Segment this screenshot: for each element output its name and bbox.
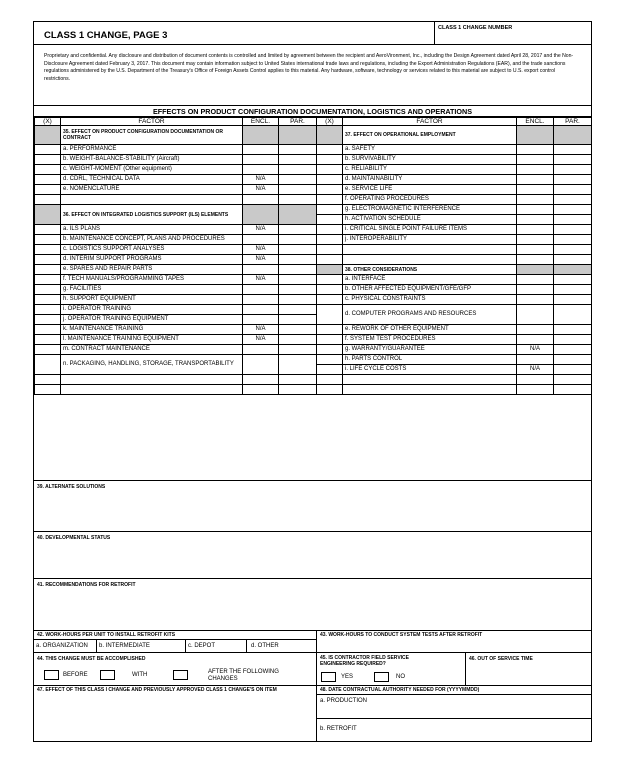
table-row [35, 255, 592, 265]
encl-field[interactable] [517, 195, 554, 205]
factor-label: d. INTERIM SUPPORT PROGRAMS [61, 255, 243, 265]
x-checkbox[interactable] [317, 155, 343, 165]
intermediate-field[interactable] [96, 640, 185, 653]
factor-label: n. PACKAGING, HANDLING, STORAGE, TRANSPORTABILITY [61, 355, 243, 375]
par-field[interactable] [279, 275, 317, 285]
factor-label: f. TECH MANUALS/PROGRAMMING TAPES [61, 275, 243, 285]
other-label: d. OTHER [251, 643, 279, 649]
factor-label: d. MAINTAINABILITY [343, 175, 517, 185]
system-test-hours-field[interactable] [316, 631, 591, 652]
factor-label: g. ELECTROMAGNETIC INTERFERENCE [343, 205, 517, 215]
table-row [35, 175, 592, 185]
par-field[interactable] [554, 205, 592, 215]
x-checkbox[interactable] [317, 295, 343, 305]
form-title: CLASS 1 CHANGE, PAGE 3 [44, 30, 168, 41]
block-47-label: 47. EFFECT OF THIS CLASS I CHANGE AND PREVIOUSLY APPROVED CLASS 1 CHANGE'S ON ITEM [37, 687, 277, 693]
par-field[interactable] [279, 165, 317, 175]
factor-label: b. MAINTENANCE CONCEPT, PLANS AND PROCEDURES [61, 235, 243, 245]
na-value: N/A [243, 175, 279, 185]
par-field[interactable] [554, 355, 592, 365]
par-field[interactable] [279, 155, 317, 165]
par-field[interactable] [279, 255, 317, 265]
out-of-service-field[interactable] [465, 653, 591, 685]
x-checkbox[interactable] [35, 345, 61, 355]
encl-field[interactable] [243, 265, 279, 275]
factor-label: i. OPERATOR TRAINING [61, 305, 243, 315]
table-row [35, 126, 592, 145]
other-field[interactable] [246, 640, 316, 653]
section-37-heading: 37. EFFECT ON OPERATIONAL EMPLOYMENT [345, 132, 456, 138]
x-checkbox[interactable] [317, 365, 343, 375]
depot-field[interactable] [185, 640, 246, 653]
retrofit-recommendations-field[interactable] [34, 579, 591, 631]
with-checkbox[interactable] [100, 670, 115, 680]
factor-label: j. OPERATOR TRAINING EQUIPMENT [61, 315, 243, 325]
factor-label: j. INTEROPERABILITY [343, 235, 517, 245]
encl-field[interactable] [517, 205, 554, 215]
par-field[interactable] [279, 245, 317, 255]
factor-label: i. LIFE CYCLE COSTS [343, 365, 517, 375]
x-checkbox[interactable] [317, 225, 343, 235]
table-row [35, 345, 592, 355]
factor-label: f. SYSTEM TEST PROCEDURES [343, 335, 517, 345]
factor-label: c. WEIGHT-MOMENT (Other equipment) [61, 165, 243, 175]
x-checkbox[interactable] [317, 185, 343, 195]
x-checkbox[interactable] [317, 325, 343, 335]
accomplish-row [34, 653, 591, 686]
change-number-label: CLASS 1 CHANGE NUMBER [438, 25, 513, 31]
na-value: N/A [243, 335, 279, 345]
table-row [35, 325, 592, 335]
retrofit-date-field[interactable] [317, 718, 591, 740]
factor-label: b. SURVIVABILITY [343, 155, 517, 165]
par-field[interactable] [554, 285, 592, 295]
par-field[interactable] [554, 235, 592, 245]
factor-label: h. PARTS CONTROL [343, 355, 517, 365]
encl-field[interactable] [243, 235, 279, 245]
na-value: N/A [517, 365, 554, 375]
factor-label: g. WARRANTY/GUARANTEE [343, 345, 517, 355]
par-field[interactable] [279, 285, 317, 295]
effects-title: EFFECTS ON PRODUCT CONFIGURATION DOCUMENTATION, LOGISTICS AND OPERATIONS [152, 107, 473, 116]
table-row [35, 155, 592, 165]
col-factor-right: FACTOR [343, 118, 517, 126]
table-row [35, 375, 592, 385]
table-row [35, 245, 592, 255]
x-checkbox[interactable] [35, 145, 61, 155]
na-value: N/A [243, 225, 279, 235]
par-field[interactable] [279, 145, 317, 155]
effects-title-row [34, 106, 591, 117]
x-checkbox[interactable] [35, 225, 61, 235]
x-checkbox[interactable] [317, 355, 343, 365]
x-checkbox[interactable] [35, 335, 61, 345]
work-hours-kits [34, 639, 316, 653]
table-row [35, 225, 592, 235]
section-35-heading: 35. EFFECT ON PRODUCT CONFIGURATION DOCUMENTATION OR CONTRACT [63, 129, 223, 141]
x-checkbox[interactable] [35, 275, 61, 285]
block-39-label: 39. ALTERNATE SOLUTIONS [37, 484, 106, 490]
par-field[interactable] [279, 325, 317, 335]
yes-label: YES [341, 674, 354, 680]
par-field[interactable] [279, 345, 317, 355]
par-field[interactable] [554, 345, 592, 355]
encl-field[interactable] [517, 155, 554, 165]
col-x-left: (X) [35, 118, 61, 126]
par-field[interactable] [554, 215, 592, 225]
par-field[interactable] [279, 295, 317, 305]
factor-label: e. REWORK OF OTHER EQUIPMENT [343, 325, 517, 335]
x-checkbox[interactable] [317, 175, 343, 185]
x-checkbox[interactable] [35, 175, 61, 185]
par-field[interactable] [279, 225, 317, 235]
table-row [35, 205, 592, 215]
table-header [35, 118, 592, 126]
alternate-solutions-field[interactable] [34, 480, 591, 532]
encl-field[interactable] [517, 275, 554, 285]
par-field[interactable] [554, 305, 592, 325]
x-checkbox[interactable] [35, 285, 61, 295]
block-40-label: 40. DEVELOPMENTAL STATUS [37, 535, 111, 541]
encl-field[interactable] [243, 285, 279, 295]
factor-label: d. COMPUTER PROGRAMS AND RESOURCES [343, 305, 517, 325]
par-field[interactable] [279, 305, 317, 315]
x-checkbox[interactable] [35, 235, 61, 245]
organization-field[interactable] [34, 640, 96, 653]
x-checkbox[interactable] [35, 295, 61, 305]
field-service-field [316, 653, 465, 685]
factor-label: c. LOGISTICS SUPPORT ANALYSES [61, 245, 243, 255]
encl-field[interactable] [243, 165, 279, 175]
before-checkbox[interactable] [44, 670, 59, 680]
col-encl-left: ENCL. [243, 118, 279, 126]
block-43-label: 43. WORK-HOURS TO CONDUCT SYSTEM TESTS AFTER RETROFIT [320, 632, 483, 638]
par-field[interactable] [554, 295, 592, 305]
par-field[interactable] [554, 175, 592, 185]
x-checkbox[interactable] [317, 305, 343, 325]
section-38-heading: 38. OTHER CONSIDERATIONS [345, 266, 418, 273]
factor-label: h. ACTIVATION SCHEDULE [343, 215, 517, 225]
par-field[interactable] [554, 325, 592, 335]
retrofit-label: b. RETROFIT [320, 726, 357, 732]
factor-label: a. ILS PLANS [61, 225, 243, 235]
encl-field[interactable] [517, 295, 554, 305]
x-checkbox[interactable] [317, 205, 343, 215]
factor-label: c. RELIABILITY [343, 165, 517, 175]
na-value: N/A [243, 245, 279, 255]
par-field[interactable] [279, 355, 317, 375]
encl-field[interactable] [517, 175, 554, 185]
x-checkbox[interactable] [317, 195, 343, 205]
encl-field[interactable] [243, 355, 279, 375]
par-field[interactable] [554, 145, 592, 155]
encl-field[interactable] [517, 235, 554, 245]
factor-label: k. MAINTENANCE TRAINING [61, 325, 243, 335]
par-field[interactable] [279, 265, 317, 275]
par-field[interactable] [279, 235, 317, 245]
col-par-left: PAR. [279, 118, 317, 126]
x-checkbox[interactable] [317, 235, 343, 245]
disclaimer-text: Proprietary and confidential. Any disclosure and distribution of document contents is controlled and limited by agreement between the recipient and AeroVironment, Inc., including the Design Agreement dated April 28, 2017 and the Non-Disclosure Agreement dated February 3, 2017. This document may contain information subject to United States international trade laws and regulations, including the Export Administration Regulations (EAR), and the trade sanctions regulations administered by the U.S. Department of the Treasury's Office of Foreign Assets Control applies to this material. Any hardware, software, technology or services related to this material are subject to U.S. export control restrictions. [44, 53, 574, 82]
par-field[interactable] [279, 315, 317, 325]
effects-table [34, 117, 592, 395]
na-value: N/A [517, 345, 554, 355]
factor-label: e. SPARES AND REPAIR PARTS [61, 265, 243, 275]
title-row [34, 22, 591, 45]
table-row [35, 185, 592, 195]
par-field[interactable] [554, 185, 592, 195]
col-encl-right: ENCL. [517, 118, 554, 126]
x-checkbox[interactable] [317, 215, 343, 225]
x-checkbox[interactable] [317, 145, 343, 155]
encl-field[interactable] [517, 325, 554, 335]
change-number-field[interactable] [434, 22, 591, 44]
factor-label: f. OPERATING PROCEDURES [343, 195, 517, 205]
x-checkbox[interactable] [317, 275, 343, 285]
x-checkbox[interactable] [35, 325, 61, 335]
encl-field[interactable] [243, 155, 279, 165]
table-row [35, 385, 592, 395]
par-field[interactable] [554, 365, 592, 375]
col-x-right: (X) [317, 118, 343, 126]
par-field[interactable] [554, 195, 592, 205]
before-label: BEFORE [63, 672, 88, 678]
x-checkbox[interactable] [35, 315, 61, 325]
factor-label: b. OTHER AFFECTED EQUIPMENT/GFE/GFP [343, 285, 517, 295]
disclaimer-row [34, 45, 591, 106]
effect-field[interactable] [34, 686, 316, 741]
block-48-label: 48. DATE CONTRACTUAL AUTHORITY NEEDED FOR (YYYYMMDD) [320, 687, 480, 693]
factor-label: e. SERVICE LIFE [343, 185, 517, 195]
developmental-status-field[interactable] [34, 532, 591, 579]
na-value: N/A [243, 275, 279, 285]
table-row [35, 305, 592, 315]
intermediate-label: b. INTERMEDIATE [99, 643, 150, 649]
encl-field[interactable] [517, 305, 554, 325]
par-field[interactable] [554, 275, 592, 285]
factor-label: d. CDRL, TECHNICAL DATA [61, 175, 243, 185]
x-checkbox[interactable] [317, 285, 343, 295]
depot-label: c. DEPOT [188, 643, 216, 649]
table-row [35, 145, 592, 155]
encl-field[interactable] [517, 165, 554, 175]
with-label: WITH [132, 672, 148, 678]
factor-label: c. PHYSICAL CONSTRAINTS [343, 295, 517, 305]
factor-label: l. MAINTENANCE TRAINING EQUIPMENT [61, 335, 243, 345]
par-field[interactable] [279, 185, 317, 195]
table-row [35, 335, 592, 345]
section-36-heading: 36. EFFECT ON INTEGRATED LOGISTICS SUPPORT (ILS) ELEMENTS [63, 211, 229, 218]
after-checkbox[interactable] [173, 670, 188, 680]
x-checkbox[interactable] [35, 165, 61, 175]
na-value: N/A [243, 255, 279, 265]
block-44-label: 44. THIS CHANGE MUST BE ACCOMPLISHED [37, 656, 146, 662]
organization-label: a. ORGANIZATION [36, 643, 88, 649]
table-row [35, 355, 592, 365]
contractual-authority-field [316, 686, 591, 741]
encl-field[interactable] [243, 145, 279, 155]
x-checkbox[interactable] [35, 155, 61, 165]
table-row [35, 295, 592, 305]
par-field[interactable] [554, 155, 592, 165]
block-45-label: 45. IS CONTRACTOR FIELD SERVICE ENGINEERING REQUIRED? [320, 655, 409, 667]
encl-field[interactable] [243, 295, 279, 305]
block-41-label: 41. RECOMMENDATIONS FOR RETROFIT [37, 582, 136, 588]
encl-field[interactable] [243, 345, 279, 355]
na-value: N/A [243, 185, 279, 195]
factor-label: m. CONTRACT MAINTENANCE [61, 345, 243, 355]
par-field[interactable] [554, 165, 592, 175]
encl-field[interactable] [517, 285, 554, 295]
factor-label: a. INTERFACE [343, 275, 517, 285]
table-row [35, 195, 592, 205]
block-46-label: 46. OUT OF SERVICE TIME [469, 656, 533, 662]
encl-field[interactable] [517, 355, 554, 365]
production-date-field[interactable] [317, 694, 591, 719]
class1-change-form [33, 21, 592, 742]
factor-label: a. SAFETY [343, 145, 517, 155]
yes-checkbox[interactable] [321, 672, 336, 682]
encl-field[interactable] [517, 335, 554, 345]
work-hours-row [34, 631, 591, 653]
table-row [35, 275, 592, 285]
table-row [35, 285, 592, 295]
factor-label: b. WEIGHT-BALANCE-STABILITY (Aircraft) [61, 155, 243, 165]
no-label: NO [396, 674, 405, 680]
no-checkbox[interactable] [374, 672, 389, 682]
na-value: N/A [243, 325, 279, 335]
table-row [35, 265, 592, 275]
par-field[interactable] [554, 225, 592, 235]
x-checkbox[interactable] [317, 335, 343, 345]
factor-label: g. FACILITIES [61, 285, 243, 295]
block-42-label: 42. WORK-HOURS PER UNIT TO INSTALL RETROFIT KITS [37, 632, 176, 638]
factor-label: i. CRITICAL SINGLE POINT FAILURE ITEMS [343, 225, 517, 235]
par-field[interactable] [554, 335, 592, 345]
par-field[interactable] [279, 335, 317, 345]
x-checkbox[interactable] [35, 255, 61, 265]
after-label: AFTER THE FOLLOWING CHANGES [208, 669, 279, 682]
factor-label: e. NOMENCLATURE [61, 185, 243, 195]
production-label: a. PRODUCTION [320, 698, 368, 704]
factor-label: h. SUPPORT EQUIPMENT [61, 295, 243, 305]
factor-label: a. PERFORMANCE [61, 145, 243, 155]
x-checkbox[interactable] [35, 245, 61, 255]
x-checkbox[interactable] [35, 265, 61, 275]
encl-field[interactable] [243, 305, 279, 315]
encl-field[interactable] [517, 145, 554, 155]
effect-row [34, 686, 591, 741]
par-field[interactable] [279, 175, 317, 185]
table-row [35, 165, 592, 175]
encl-field[interactable] [517, 215, 554, 225]
x-checkbox[interactable] [35, 185, 61, 195]
x-checkbox[interactable] [35, 355, 61, 375]
encl-field[interactable] [517, 185, 554, 195]
x-checkbox[interactable] [317, 345, 343, 355]
x-checkbox[interactable] [35, 305, 61, 315]
encl-field[interactable] [517, 225, 554, 235]
col-par-right: PAR. [554, 118, 592, 126]
col-factor-left: FACTOR [61, 118, 243, 126]
x-checkbox[interactable] [317, 165, 343, 175]
encl-field[interactable] [243, 315, 279, 325]
